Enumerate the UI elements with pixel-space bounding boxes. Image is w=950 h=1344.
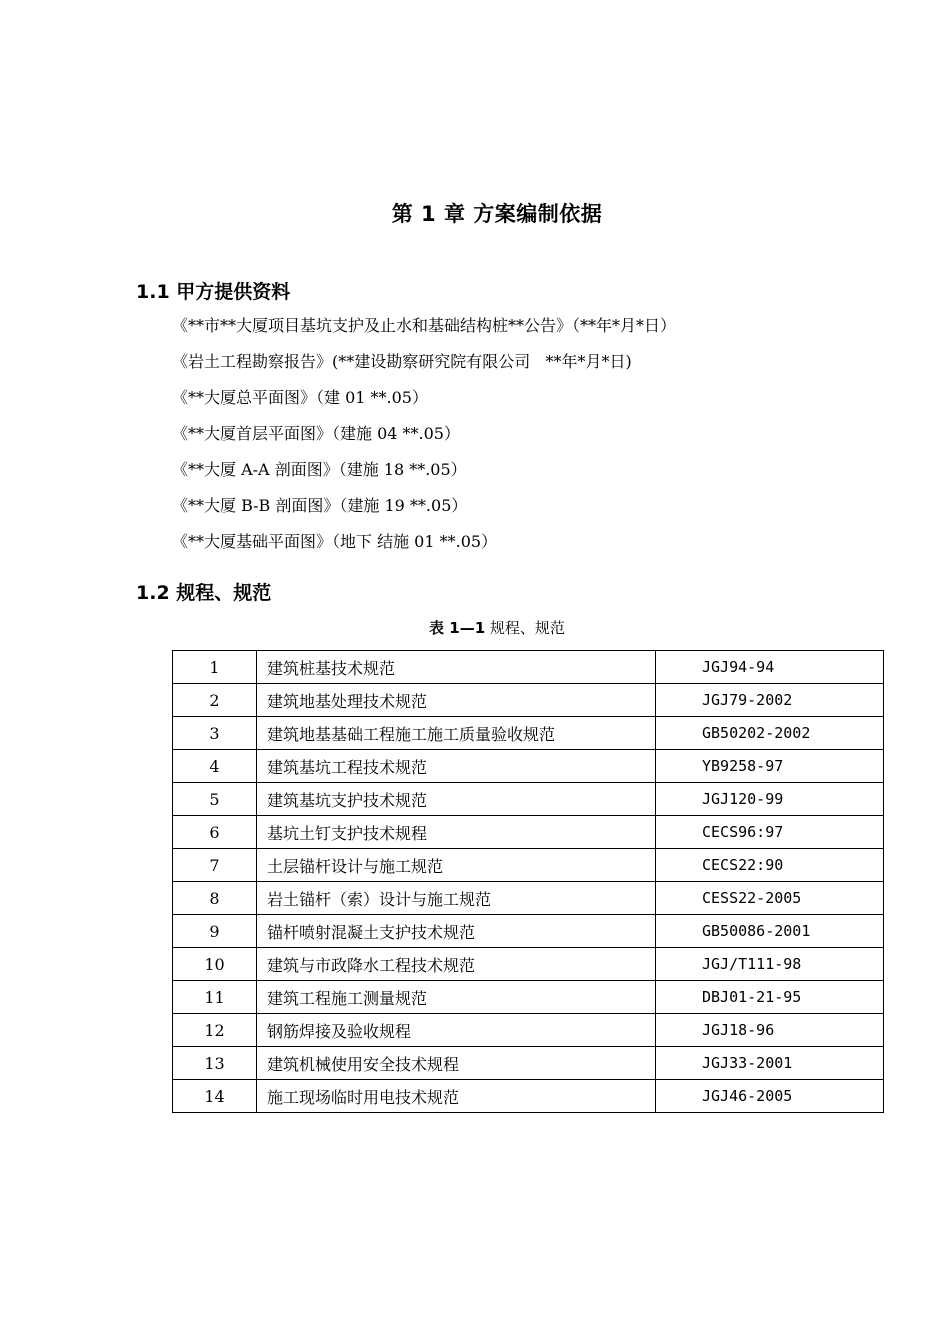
standard-name: 建筑桩基技术规范 <box>257 651 656 684</box>
standard-name: 建筑地基处理技术规范 <box>257 684 656 717</box>
standard-name: 施工现场临时用电技术规范 <box>257 1080 656 1113</box>
table-row <box>173 783 884 816</box>
table-row <box>173 651 884 684</box>
row-number: 11 <box>173 981 257 1014</box>
table-row <box>173 849 884 882</box>
row-number: 5 <box>173 783 257 816</box>
list-item: 《**大厦总平面图》（建 01 **.05） <box>172 388 428 407</box>
list-item: 《**大厦 A-A 剖面图》（建施 18 **.05） <box>172 460 467 479</box>
standard-code: CECS22:90 <box>656 849 884 882</box>
row-number: 6 <box>173 816 257 849</box>
table-row <box>173 1047 884 1080</box>
table-caption <box>0 617 950 638</box>
list-item: 《岩土工程勘察报告》(**建设勘察研究院有限公司 **年*月*日) <box>172 352 632 371</box>
standard-code: CECS96:97 <box>656 816 884 849</box>
provided-documents-list <box>172 312 676 564</box>
table-row <box>173 882 884 915</box>
table-row <box>173 915 884 948</box>
standard-name: 建筑基坑支护技术规范 <box>257 783 656 816</box>
row-number: 2 <box>173 684 257 717</box>
table-row <box>173 948 884 981</box>
standard-code: JGJ46-2005 <box>656 1080 884 1113</box>
row-number: 8 <box>173 882 257 915</box>
row-number: 12 <box>173 1014 257 1047</box>
table-row <box>173 816 884 849</box>
chapter-title: 第 1 章 方案编制依据 <box>391 202 603 226</box>
list-item: 《**大厦基础平面图》（地下 结施 01 **.05） <box>172 532 498 551</box>
standard-name: 建筑地基基础工程施工施工质量验收规范 <box>257 717 656 750</box>
table-row <box>173 1014 884 1047</box>
table-row <box>173 684 884 717</box>
list-item: 《**大厦 B-B 剖面图》（建施 19 **.05） <box>172 496 468 515</box>
table-caption-text: 规程、规范 <box>485 619 565 637</box>
standard-code: JGJ120-99 <box>656 783 884 816</box>
standard-code: GB50086-2001 <box>656 915 884 948</box>
row-number: 7 <box>173 849 257 882</box>
standard-name: 建筑工程施工测量规范 <box>257 981 656 1014</box>
row-number: 9 <box>173 915 257 948</box>
standard-name: 基坑土钉支护技术规程 <box>257 816 656 849</box>
standard-code: CESS22-2005 <box>656 882 884 915</box>
standard-name: 建筑机械使用安全技术规程 <box>257 1047 656 1080</box>
table-row <box>173 717 884 750</box>
standard-code: JGJ33-2001 <box>656 1047 884 1080</box>
row-number: 10 <box>173 948 257 981</box>
standard-name: 建筑与市政降水工程技术规范 <box>257 948 656 981</box>
standard-name: 土层锚杆设计与施工规范 <box>257 849 656 882</box>
standards-table <box>172 650 884 1113</box>
table-row <box>173 1080 884 1113</box>
list-item: 《**大厦首层平面图》（建施 04 **.05） <box>172 424 460 443</box>
standard-code: JGJ94-94 <box>656 651 884 684</box>
standard-name: 建筑基坑工程技术规范 <box>257 750 656 783</box>
section-heading-1-1: 1.1 甲方提供资料 <box>136 281 291 303</box>
table-row <box>173 981 884 1014</box>
row-number: 4 <box>173 750 257 783</box>
standard-code: YB9258-97 <box>656 750 884 783</box>
standard-code: GB50202-2002 <box>656 717 884 750</box>
standard-name: 锚杆喷射混凝土支护技术规范 <box>257 915 656 948</box>
list-item: 《**市**大厦项目基坑支护及止水和基础结构桩**公告》（**年*月*日） <box>172 316 677 335</box>
standard-name: 岩土锚杆（索）设计与施工规范 <box>257 882 656 915</box>
standard-code: JGJ18-96 <box>656 1014 884 1047</box>
section-heading-1-2: 1.2 规程、规范 <box>136 582 272 604</box>
row-number: 3 <box>173 717 257 750</box>
standard-code: JGJ/T111-98 <box>656 948 884 981</box>
table-row <box>173 750 884 783</box>
standard-code: JGJ79-2002 <box>656 684 884 717</box>
standard-code: DBJ01-21-95 <box>656 981 884 1014</box>
table-caption-label: 表 1—1 <box>429 619 486 637</box>
row-number: 14 <box>173 1080 257 1113</box>
standard-name: 钢筋焊接及验收规程 <box>257 1014 656 1047</box>
row-number: 1 <box>173 651 257 684</box>
row-number: 13 <box>173 1047 257 1080</box>
